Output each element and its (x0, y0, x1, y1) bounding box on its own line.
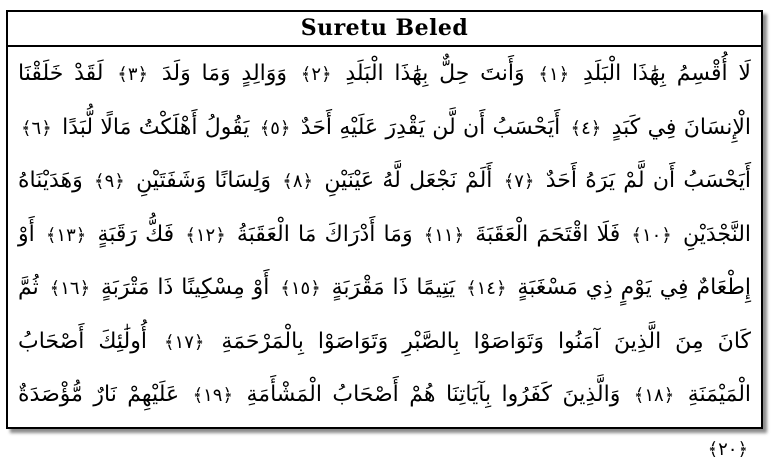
verse-number-marker: ﴿١﴾ (538, 64, 570, 85)
verse-19: وَالَّذِينَ كَفَرُوا بِآيَاتِنَا هُمْ أَصْحَابُ الْمَشْأَمَةِ (246, 382, 621, 407)
verse-8: أَلَمْ نَجْعَل لَّهُ عَيْنَيْنِ (324, 168, 493, 193)
verse-1: لَا أُقْسِمُ بِهَٰذَا الْبَلَدِ (582, 61, 751, 86)
verse-number-marker: ﴿٨﴾ (282, 171, 314, 192)
verse-17: ثُمَّ كَانَ مِنَ الَّذِينَ آمَنُوا وَتَوَاصَوْا بِالصَّبْرِ وَتَوَاصَوْا بِالْمَرْحَمَةِ (18, 275, 752, 354)
verse-7: أَيَحْسَبُ أَن لَّمْ يَرَهُ أَحَدٌ (545, 168, 752, 193)
verse-number-marker: ﴿٧﴾ (503, 171, 535, 192)
verse-13: فَكُّ رَقَبَةٍ (97, 221, 175, 247)
verse-15: يَتِيمًا ذَا مَقْرَبَةٍ (331, 275, 456, 300)
surah-frame (6, 10, 763, 460)
verse-number-marker: ﴿١٤﴾ (466, 278, 507, 299)
verse-number-marker: ﴿٥﴾ (259, 117, 291, 139)
verse-number-marker: ﴿١٢﴾ (185, 224, 226, 246)
verse-11: فَلَا اقْتَحَمَ الْعَقَبَةَ (475, 221, 621, 247)
verse-number-marker: ﴿١٣﴾ (45, 224, 87, 246)
verse-number-marker: ﴿٣﴾ (117, 64, 149, 85)
verse-number-marker: ﴿١٩﴾ (192, 385, 234, 406)
verse-10: وَهَدَيْنَاهُ النَّجْدَيْنِ (18, 168, 752, 247)
verse-number-marker: ﴿١٥﴾ (280, 278, 321, 299)
verse-5: أَيَحْسَبُ أَن لَّن يَقْدِرَ عَلَيْهِ أَحَدٌ (300, 114, 561, 140)
title-bar (8, 12, 761, 47)
verse-text (18, 48, 751, 476)
verse-16: أَوْ مِسْكِينًا ذَا مَتْرَبَةٍ (101, 275, 270, 300)
verse-number-marker: ﴿١١﴾ (423, 224, 465, 246)
verse-6: يَقُولُ أَهْلَكْتُ مَالًا لُّبَدًا (62, 114, 250, 140)
verse-number-marker: ﴿٤﴾ (570, 117, 602, 139)
verse-number-marker: ﴿١٠﴾ (631, 224, 672, 246)
verse-number-marker: ﴿١٨﴾ (633, 385, 675, 406)
verse-20: عَلَيْهِمْ نَارٌ مُّؤْصَدَةٌ (18, 382, 180, 407)
verse-9: وَلِسَانًا وَشَفَتَيْنِ (136, 168, 272, 193)
verse-12: وَمَا أَدْرَاكَ مَا الْعَقَبَةُ (236, 221, 413, 247)
verse-14: أَوْ إِطْعَامٌ فِي يَوْمٍ ذِي مَسْغَبَةٍ (18, 221, 752, 300)
verse-number-marker: ﴿٢٠﴾ (707, 438, 748, 460)
verse-4: لَقَدْ خَلَقْنَا الْإِنسَانَ فِي كَبَدٍ (18, 61, 751, 140)
verse-number-marker: ﴿٦﴾ (21, 117, 52, 139)
verse-number-marker: ﴿١٦﴾ (49, 278, 91, 299)
verse-number-marker: ﴿٩﴾ (94, 171, 125, 192)
verse-2: وَأَنتَ حِلٌّ بِهَٰذَا الْبَلَدِ (345, 61, 525, 86)
verse-3: وَوَالِدٍ وَمَا وَلَدَ (161, 61, 288, 86)
verse-number-marker: ﴿٢﴾ (300, 64, 332, 85)
verse-number-marker: ﴿١٧﴾ (164, 331, 205, 353)
surah-title: Suretu Beled (300, 15, 469, 41)
verse-18: أُولَٰئِكَ أَصْحَابُ الْمَيْمَنَةِ (18, 328, 752, 407)
